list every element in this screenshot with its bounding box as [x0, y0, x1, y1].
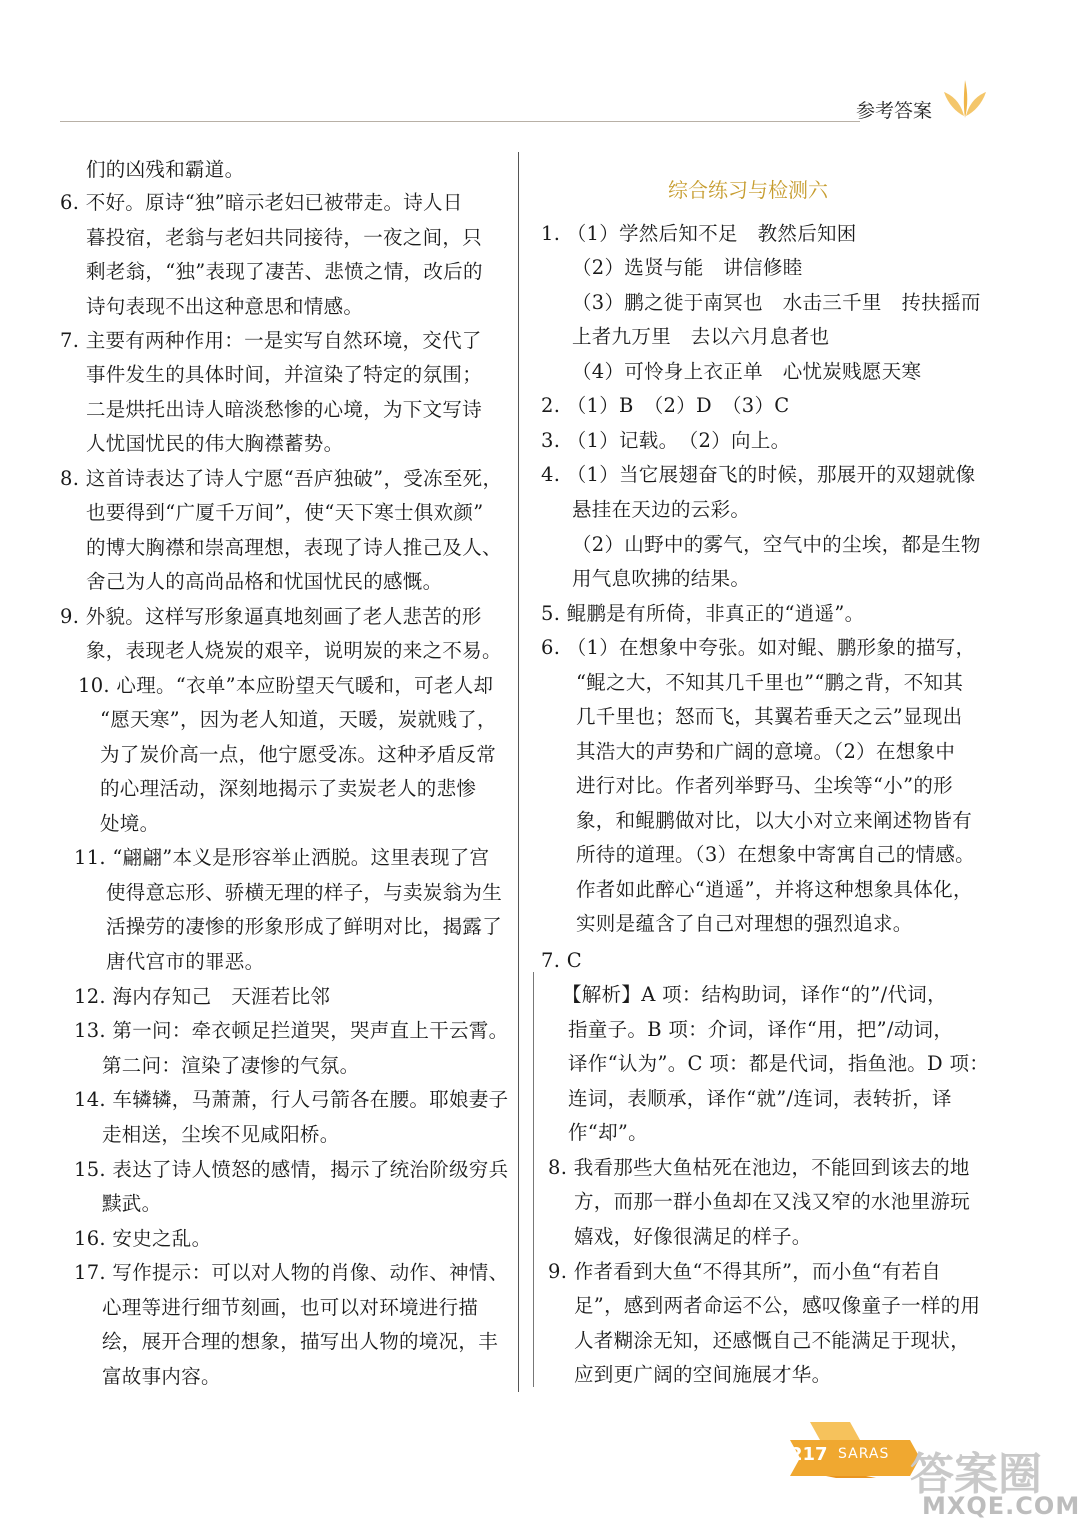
right-answer-line: 嬉戏，好像很满足的样子。	[574, 1225, 812, 1248]
right-answer-line: 3. （1）记载。 （2）向上。	[541, 429, 791, 452]
left-answer-line: 的博大胸襟和崇高理想，表现了诗人推己及人、	[86, 536, 502, 559]
right-answer-line: 其浩大的声势和广阔的意境。（2）在想象中	[576, 740, 956, 763]
right-answer-line: 6. （1）在想象中夸张。如对鲲、鹏形象的描写，	[541, 636, 976, 659]
right-answer-line: 进行对比。作者列举野马、尘埃等“小”的形	[576, 774, 953, 797]
left-answer-line: 诗句表现不出这种意思和情感。	[86, 295, 364, 318]
right-answer-line: 用气息吹拂的结果。	[572, 567, 751, 590]
right-answer-line: 几千里也；怒而飞，其翼若垂天之云”显现出	[576, 705, 963, 728]
right-answer-line: 译作“认为”。C 项：都是代词，指鱼池。D 项：	[568, 1052, 990, 1075]
left-answer-line: 人忧国忧民的伟大胸襟蓄势。	[86, 432, 344, 455]
leaf-logo-icon	[942, 78, 988, 120]
right-answer-line: 【解析】A 项：结构助词，译作“的”/代词，	[562, 983, 947, 1006]
left-answer-line: 二是烘托出诗人暗淡愁惨的心境，为下文写诗	[86, 398, 483, 421]
header-rule	[60, 121, 860, 122]
watermark-site: MXQE.COM	[922, 1492, 1081, 1520]
right-answer-line: （3）鹏之徙于南冥也 水击三千里 抟扶摇而	[572, 291, 981, 314]
left-answer-line: 11. “翩翩”本义是形容举止洒脱。这里表现了宫	[74, 846, 490, 869]
right-answer-line: 象，和鲲鹏做对比，以大小对立来阐述物皆有	[576, 809, 973, 832]
right-answer-line: 7. C	[541, 949, 582, 972]
right-answer-line: 人者糊涂无知，还感慨自己不能满足于现状，	[574, 1329, 971, 1352]
column-divider-right	[533, 972, 534, 1387]
left-answer-line: 14. 车辚辚，马萧萧，行人弓箭各在腰。耶娘妻子	[74, 1088, 509, 1111]
watermark-main: 答案圈	[910, 1449, 1042, 1500]
left-answer-line: 7. 主要有两种作用：一是实写自然环境，交代了	[60, 329, 482, 352]
left-answer-line: 为了炭价高一点，他宁愿受冻。这种矛盾反常	[100, 743, 497, 766]
page-number: 217	[790, 1444, 828, 1465]
left-answer-line: 绘，展开合理的想象，描写出人物的境况，丰	[102, 1330, 499, 1353]
left-answer-line: 9. 外貌。这样写形象逼真地刻画了老人悲苦的形	[60, 605, 482, 628]
left-answer-line: 活操劳的凄惨的形象形成了鲜明对比，揭露了	[106, 915, 503, 938]
left-answer-line: 黩武。	[102, 1192, 162, 1215]
right-answer-line: 方，而那一群小鱼却在又浅又窄的水池里游玩	[574, 1190, 971, 1213]
right-answer-line: 1. （1）学然后知不足 教然后知困	[541, 222, 857, 245]
left-answer-line: 富故事内容。	[102, 1365, 221, 1388]
left-answer-line: 10. 心理。“衣单”本应盼望天气暖和，可老人却	[78, 674, 494, 697]
left-answer-line: 使得意忘形、骄横无理的样子，与卖炭翁为生	[106, 881, 503, 904]
left-answer-line: 处境。	[100, 812, 160, 835]
right-answer-line: （2）山野中的雾气，空气中的尘埃，都是生物	[572, 533, 981, 556]
left-answer-line: 8. 这首诗表达了诗人宁愿“吾庐独破”，受冻至死，	[60, 467, 503, 490]
right-answer-line: 9. 作者看到大鱼“不得其所”，而小鱼“有若自	[548, 1260, 942, 1283]
header-label: 参考答案	[856, 100, 933, 122]
left-answer-line: 唐代宫市的罪恶。	[106, 950, 265, 973]
right-answer-line: （2）选贤与能 讲信修睦	[572, 256, 803, 279]
left-answer-line: 16. 安史之乱。	[74, 1227, 212, 1250]
left-answer-line: 暮投宿，老翁与老妇共同接待，一夜之间，只	[86, 226, 483, 249]
right-answer-line: 2. （1）B （2）D （3）C	[541, 394, 790, 417]
left-answer-line: 们的凶残和霸道。	[86, 158, 245, 181]
left-answer-line: 第二问：渲染了凄惨的气氛。	[102, 1054, 360, 1077]
right-answer-line: 连词，表顺承，译作“就”/连词，表转折，译	[568, 1087, 952, 1110]
right-answer-line: 足”，感到两者命运不公，感叹像童子一样的用	[574, 1294, 981, 1317]
right-answer-line: 上者九万里 去以六月息者也	[572, 325, 830, 348]
column-divider	[518, 152, 519, 1392]
left-answer-line: “愿天寒”，因为老人知道，天暖，炭就贱了，	[100, 708, 497, 731]
brand-text: SARAS	[838, 1446, 890, 1462]
left-answer-line: 17. 写作提示：可以对人物的肖像、动作、神情、	[74, 1261, 509, 1284]
left-answer-line: 13. 第一问：牵衣顿足拦道哭，哭声直上干云霄。	[74, 1019, 509, 1042]
left-answer-line: 心理等进行细节刻画，也可以对环境进行描	[102, 1296, 479, 1319]
right-answer-line: “鲲之大，不知其几千里也”“鹏之背，不知其	[576, 671, 964, 694]
right-answer-line: 8. 我看那些大鱼枯死在池边，不能回到该去的地	[548, 1156, 970, 1179]
right-answer-line: （4）可怜身上衣正单 心忧炭贱愿天寒	[572, 360, 922, 383]
left-answer-line: 也要得到“广厦千万间”，使“天下寒士俱欢颜”	[86, 501, 484, 524]
left-answer-line: 象，表现老人烧炭的艰辛，说明炭的来之不易。	[86, 639, 502, 662]
right-answer-line: 指童子。B 项：介词，译作“用，把”/动词，	[568, 1018, 954, 1041]
left-answer-line: 走相送，尘埃不见咸阳桥。	[102, 1123, 340, 1146]
right-answer-line: 5. 鲲鹏是有所倚，非真正的“逍遥”。	[541, 602, 865, 625]
right-answer-line: 作者如此醉心“逍遥”，并将这种想象具体化，	[576, 878, 973, 901]
section-title: 综合练习与检测六	[668, 178, 828, 202]
right-answer-line: 应到更广阔的空间施展才华。	[574, 1363, 832, 1386]
right-answer-line: 所待的道理。（3）在想象中寄寓自己的情感。	[576, 843, 975, 866]
left-answer-line: 的心理活动，深刻地揭示了卖炭老人的悲惨	[100, 777, 477, 800]
right-answer-line: 4. （1）当它展翅奋飞的时候，那展开的双翅就像	[541, 463, 976, 486]
left-answer-line: 事件发生的具体时间，并渲染了特定的氛围；	[86, 363, 483, 386]
left-answer-line: 12. 海内存知己 天涯若比邻	[74, 985, 331, 1008]
left-answer-line: 15. 表达了诗人愤怒的感情，揭示了统治阶级穷兵	[74, 1158, 509, 1181]
left-answer-line: 6. 不好。原诗“独”暗示老妇已被带走。诗人日	[60, 191, 463, 214]
right-answer-line: 悬挂在天边的云彩。	[572, 498, 751, 521]
right-answer-line: 实则是蕴含了自己对理想的强烈追求。	[576, 912, 913, 935]
left-answer-line: 舍己为人的高尚品格和忧国忧民的感慨。	[86, 570, 443, 593]
right-answer-line: 作“却”。	[568, 1121, 648, 1144]
left-answer-line: 剩老翁，“独”表现了凄苦、悲愤之情，改后的	[86, 260, 483, 283]
